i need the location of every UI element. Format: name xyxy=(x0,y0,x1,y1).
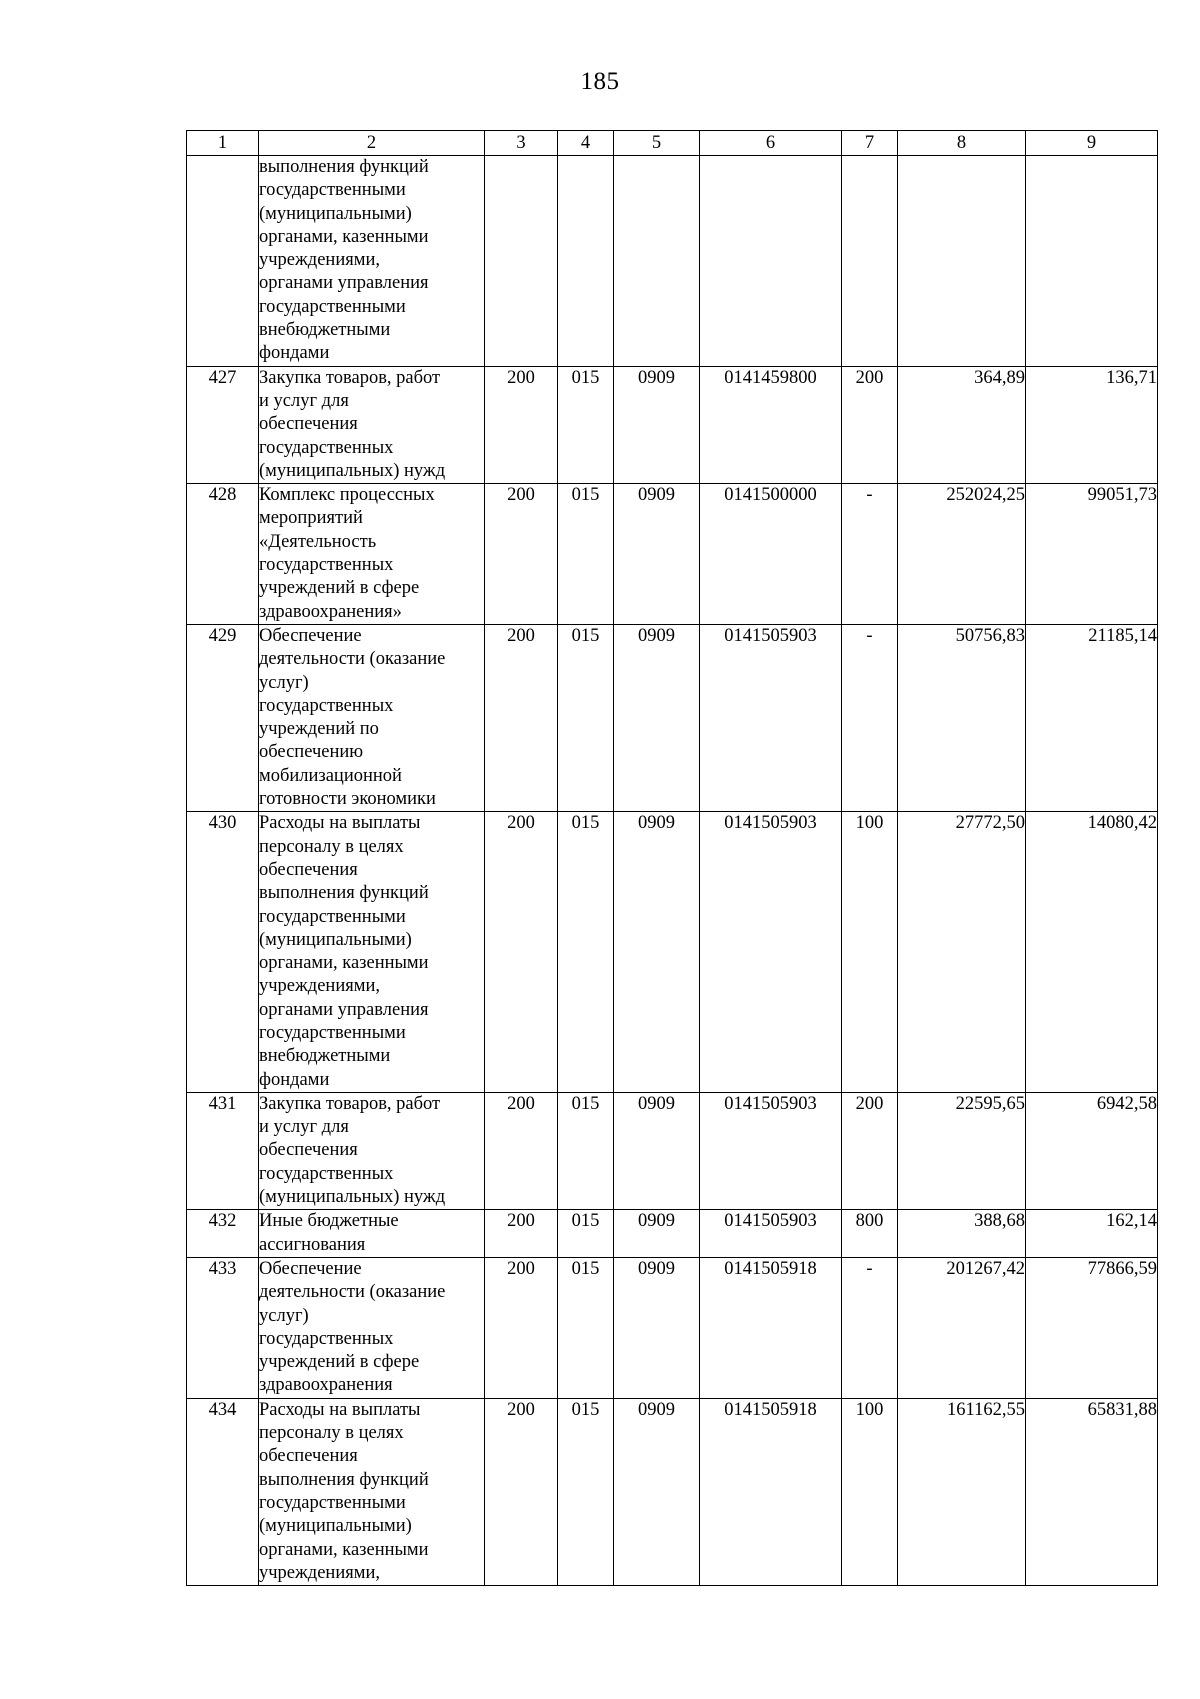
row-name-line: мобилизационной xyxy=(259,765,402,786)
page-number: 185 xyxy=(580,68,620,95)
row-name-line: Расходы на выплаты xyxy=(259,813,421,834)
amount-column-8: 364,89 xyxy=(898,366,1026,483)
table-row xyxy=(187,156,1158,367)
code-column-3: 200 xyxy=(485,366,558,483)
row-name-line: (муниципальными) xyxy=(259,1516,412,1537)
column-header: 6 xyxy=(700,131,842,156)
column-header: 9 xyxy=(1026,131,1158,156)
target-article-code xyxy=(700,156,842,367)
expense-type-code: - xyxy=(842,484,898,625)
row-name-line: государственных xyxy=(259,437,394,458)
row-number: 431 xyxy=(187,1092,259,1209)
row-name-line: учреждений в сфере xyxy=(259,578,420,599)
expense-type-code: 200 xyxy=(842,1092,898,1209)
expense-type-code: - xyxy=(842,624,898,811)
row-name-line: учреждений по xyxy=(259,719,379,740)
row-name-line: (муниципальных) нужд xyxy=(259,460,446,481)
amount-column-9 xyxy=(1026,156,1158,367)
row-number: 433 xyxy=(187,1257,259,1398)
code-column-3: 200 xyxy=(485,624,558,811)
amount-column-9: 14080,42 xyxy=(1026,812,1158,1093)
row-number: 427 xyxy=(187,366,259,483)
row-name xyxy=(259,1092,485,1209)
row-name xyxy=(259,484,485,625)
amount-column-9: 162,14 xyxy=(1026,1210,1158,1258)
row-name-line: Обеспечение xyxy=(259,625,362,646)
column-header: 8 xyxy=(898,131,1026,156)
row-name-line: выполнения функций xyxy=(259,883,429,904)
row-name xyxy=(259,366,485,483)
row-name-line: государственных xyxy=(259,695,394,716)
table-body xyxy=(187,156,1158,1586)
column-header: 1 xyxy=(187,131,259,156)
column-header: 2 xyxy=(259,131,485,156)
column-number-row xyxy=(187,131,1158,156)
amount-column-8: 388,68 xyxy=(898,1210,1026,1258)
amount-column-9: 6942,58 xyxy=(1026,1092,1158,1209)
row-name-line: Комплекс процессных xyxy=(259,485,435,506)
expense-type-code: 100 xyxy=(842,1398,898,1585)
row-name-line: обеспечения xyxy=(259,1446,358,1467)
amount-column-9: 136,71 xyxy=(1026,366,1158,483)
section-code: 0909 xyxy=(614,366,700,483)
section-code: 0909 xyxy=(614,1092,700,1209)
row-name-line: персоналу в целях xyxy=(259,1423,404,1444)
row-name-line: внебюджетными xyxy=(259,320,391,341)
code-column-3: 200 xyxy=(485,812,558,1093)
amount-column-9: 65831,88 xyxy=(1026,1398,1158,1585)
row-name-line: государственных xyxy=(259,1328,394,1349)
table-row xyxy=(187,1398,1158,1585)
section-code xyxy=(614,156,700,367)
section-code: 0909 xyxy=(614,1210,700,1258)
row-name-line: фондами xyxy=(259,1069,330,1090)
target-article-code: 0141505903 xyxy=(700,1210,842,1258)
row-name-line: государственными xyxy=(259,1492,406,1513)
target-article-code: 0141500000 xyxy=(700,484,842,625)
row-number: 429 xyxy=(187,624,259,811)
expense-type-code: 200 xyxy=(842,366,898,483)
section-code: 0909 xyxy=(614,1398,700,1585)
row-name-line: обеспечения xyxy=(259,414,358,435)
amount-column-8: 22595,65 xyxy=(898,1092,1026,1209)
row-name-line: выполнения функций xyxy=(259,157,429,177)
amount-column-9: 21185,14 xyxy=(1026,624,1158,811)
row-name-line: органами управления xyxy=(259,273,429,294)
amount-column-9: 77866,59 xyxy=(1026,1257,1158,1398)
row-name xyxy=(259,1257,485,1398)
section-code: 0909 xyxy=(614,812,700,1093)
target-article-code: 0141505918 xyxy=(700,1257,842,1398)
code-column-4: 015 xyxy=(558,1210,614,1258)
expense-type-code: - xyxy=(842,1257,898,1398)
section-code: 0909 xyxy=(614,624,700,811)
row-name-line: учреждений в сфере xyxy=(259,1352,420,1373)
target-article-code: 0141459800 xyxy=(700,366,842,483)
row-name-line: ассигнования xyxy=(259,1234,366,1255)
code-column-4: 015 xyxy=(558,366,614,483)
row-name-line: Закупка товаров, работ xyxy=(259,1093,441,1114)
row-name-line: внебюджетными xyxy=(259,1046,391,1067)
row-name-line: учреждениями, xyxy=(259,250,380,271)
table-row xyxy=(187,624,1158,811)
row-name-line: Обеспечение xyxy=(259,1258,362,1279)
row-name-line: органами, казенными xyxy=(259,226,429,247)
amount-column-8 xyxy=(898,156,1026,367)
row-name-line: фондами xyxy=(259,343,330,364)
amount-column-8: 27772,50 xyxy=(898,812,1026,1093)
row-number: 428 xyxy=(187,484,259,625)
table-row xyxy=(187,812,1158,1093)
row-name-line: услуг) xyxy=(259,672,309,693)
section-code: 0909 xyxy=(614,1257,700,1398)
row-name-line: органами, казенными xyxy=(259,953,429,974)
budget-table xyxy=(186,130,1158,1586)
expense-type-code xyxy=(842,156,898,367)
row-name-line: обеспечению xyxy=(259,742,364,763)
row-name-line: государственными xyxy=(259,296,406,317)
table-row xyxy=(187,366,1158,483)
row-name-line: обеспечения xyxy=(259,1140,358,1161)
row-name-line: государственных xyxy=(259,555,394,576)
row-name-line: выполнения функций xyxy=(259,1469,429,1490)
row-name-line: (муниципальными) xyxy=(259,203,412,224)
row-name-line: здравоохранения xyxy=(259,1375,393,1396)
target-article-code: 0141505903 xyxy=(700,1092,842,1209)
row-name-line: персоналу в целях xyxy=(259,836,404,857)
row-name-line: государственными xyxy=(259,906,406,927)
row-number xyxy=(187,156,259,367)
row-name-line: деятельности (оказание xyxy=(259,1282,446,1303)
code-column-4 xyxy=(558,156,614,367)
code-column-4: 015 xyxy=(558,1092,614,1209)
row-name-line: учреждениями, xyxy=(259,976,380,997)
column-header: 7 xyxy=(842,131,898,156)
target-article-code: 0141505903 xyxy=(700,624,842,811)
code-column-4: 015 xyxy=(558,1257,614,1398)
row-name-line: здравоохранения» xyxy=(259,601,402,622)
column-header: 4 xyxy=(558,131,614,156)
row-name xyxy=(259,624,485,811)
target-article-code: 0141505903 xyxy=(700,812,842,1093)
row-name-line: (муниципальными) xyxy=(259,929,412,950)
row-name-line: государственных xyxy=(259,1163,394,1184)
table-row xyxy=(187,1257,1158,1398)
code-column-4: 015 xyxy=(558,812,614,1093)
row-name-line: готовности экономики xyxy=(259,789,436,810)
row-name-line: органами, казенными xyxy=(259,1539,429,1560)
row-name xyxy=(259,1210,485,1258)
table-row xyxy=(187,1210,1158,1258)
expense-type-code: 800 xyxy=(842,1210,898,1258)
code-column-3: 200 xyxy=(485,1210,558,1258)
code-column-3: 200 xyxy=(485,1257,558,1398)
table-row xyxy=(187,1092,1158,1209)
table-row xyxy=(187,484,1158,625)
row-name-line: Расходы на выплаты xyxy=(259,1399,421,1420)
row-name-line: Иные бюджетные xyxy=(259,1211,399,1232)
row-name-line: и услуг для xyxy=(259,1117,349,1138)
target-article-code: 0141505918 xyxy=(700,1398,842,1585)
code-column-4: 015 xyxy=(558,624,614,811)
code-column-3: 200 xyxy=(485,484,558,625)
code-column-3: 200 xyxy=(485,1398,558,1585)
row-name-line: органами управления xyxy=(259,999,429,1020)
row-name xyxy=(259,1398,485,1585)
amount-column-8: 201267,42 xyxy=(898,1257,1026,1398)
row-name-line: учреждениями, xyxy=(259,1562,380,1583)
row-name xyxy=(259,156,485,367)
amount-column-8: 50756,83 xyxy=(898,624,1026,811)
code-column-3 xyxy=(485,156,558,367)
row-number: 432 xyxy=(187,1210,259,1258)
expense-type-code: 100 xyxy=(842,812,898,1093)
row-name-line: «Деятельность xyxy=(259,531,377,552)
row-number: 434 xyxy=(187,1398,259,1585)
code-column-3: 200 xyxy=(485,1092,558,1209)
row-name-line: услуг) xyxy=(259,1305,309,1326)
row-name-line: мероприятий xyxy=(259,508,363,529)
row-name xyxy=(259,812,485,1093)
code-column-4: 015 xyxy=(558,484,614,625)
row-name-line: и услуг для xyxy=(259,390,349,411)
row-name-line: государственными xyxy=(259,180,406,201)
row-name-line: государственными xyxy=(259,1022,406,1043)
amount-column-9: 99051,73 xyxy=(1026,484,1158,625)
column-header: 5 xyxy=(614,131,700,156)
column-header: 3 xyxy=(485,131,558,156)
row-name-line: (муниципальных) нужд xyxy=(259,1187,446,1208)
row-name-line: Закупка товаров, работ xyxy=(259,367,441,388)
row-number: 430 xyxy=(187,812,259,1093)
row-name-line: обеспечения xyxy=(259,859,358,880)
row-name-line: деятельности (оказание xyxy=(259,649,446,670)
amount-column-8: 161162,55 xyxy=(898,1398,1026,1585)
section-code: 0909 xyxy=(614,484,700,625)
amount-column-8: 252024,25 xyxy=(898,484,1026,625)
code-column-4: 015 xyxy=(558,1398,614,1585)
